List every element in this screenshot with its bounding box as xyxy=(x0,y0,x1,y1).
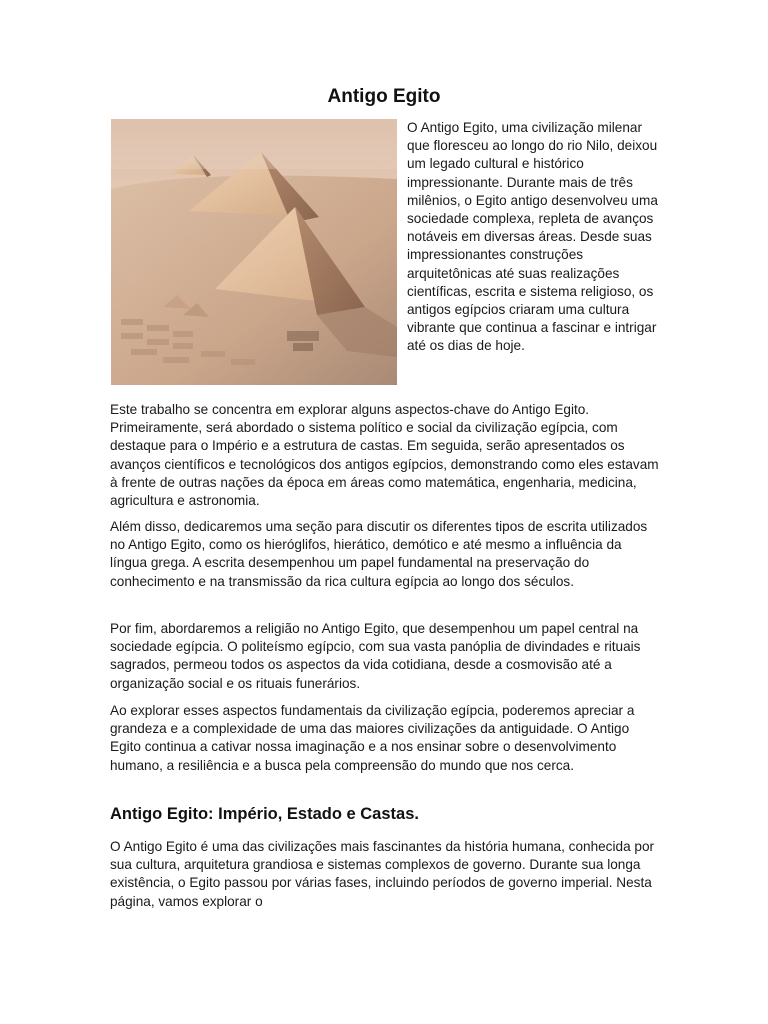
section-heading: Antigo Egito: Império, Estado e Castas. xyxy=(110,805,419,823)
document-title: Antigo Egito xyxy=(327,86,441,107)
pyramids-image xyxy=(111,119,397,385)
intro-paragraph: O Antigo Egito, uma civilização milenar que floresceu ao longo do rio Nilo, deixou um legado cultural e histórico impressionante. Durante mais de três milênios, o Egito antigo desenvolveu uma sociedade complexa, repleta de avanços notáveis em diversas áreas. Desde suas impressionantes construções arquitetônicas até suas realizações científicas, escrita e sistema religioso, os antigos egípcios criaram uma cultura vibrante que continua a fascinar e intrigar até os dias de hoje. xyxy=(407,120,658,354)
paragraph-1: Este trabalho se concentra em explorar alguns aspectos-chave do Antigo Egito. Primeiramente, será abordado o sistema político e social da civilização egípcia, com destaque para o Império e a estrutura de castas. Em seguida, serão apresentados os avanços científicos e tecnológicos dos antigos egípcios, demonstrando como eles estavam à frente de outras nações da época em áreas como matemática, engenharia, medicina, agricultura e astronomia. xyxy=(110,402,659,509)
paragraph-2: Além disso, dedicaremos uma seção para discutir os diferentes tipos de escrita utilizados no Antigo Egito, como os hieróglifos, hierático, demótico e até mesmo a influência da língua grega. A escrita desempenhou um papel fundamental na preservação do conhecimento e na transmissão da rica cultura egípcia ao longo dos séculos. xyxy=(110,519,648,589)
section-paragraph: O Antigo Egito é uma das civilizações mais fascinantes da história humana, conhecida por sua cultura, arquitetura grandiosa e sistemas complexos de governo. Durante sua longa existência, o Egito passou por várias fases, incluindo períodos de governo imperial. Nesta página, vamos explorar o xyxy=(110,839,655,909)
paragraph-3: Por fim, abordaremos a religião no Antigo Egito, que desempenhou um papel central na sociedade egípcia. O politeísmo egípcio, com sua vasta panóplia de divindades e rituais sagrados, permeou todos os aspectos da vida cotidiana, desde a cosmovisão até a organização social e os rituais funerários. xyxy=(110,621,641,691)
paragraph-4: Ao explorar esses aspectos fundamentais da civilização egípcia, poderemos apreciar a grandeza e a complexidade de uma das maiores civilizações da antiguidade. O Antigo Egito continua a cativar nossa imaginação e a nos ensinar sobre o desenvolvimento humano, a resiliência e a busca pela compreensão do mundo que nos cerca. xyxy=(110,703,635,773)
